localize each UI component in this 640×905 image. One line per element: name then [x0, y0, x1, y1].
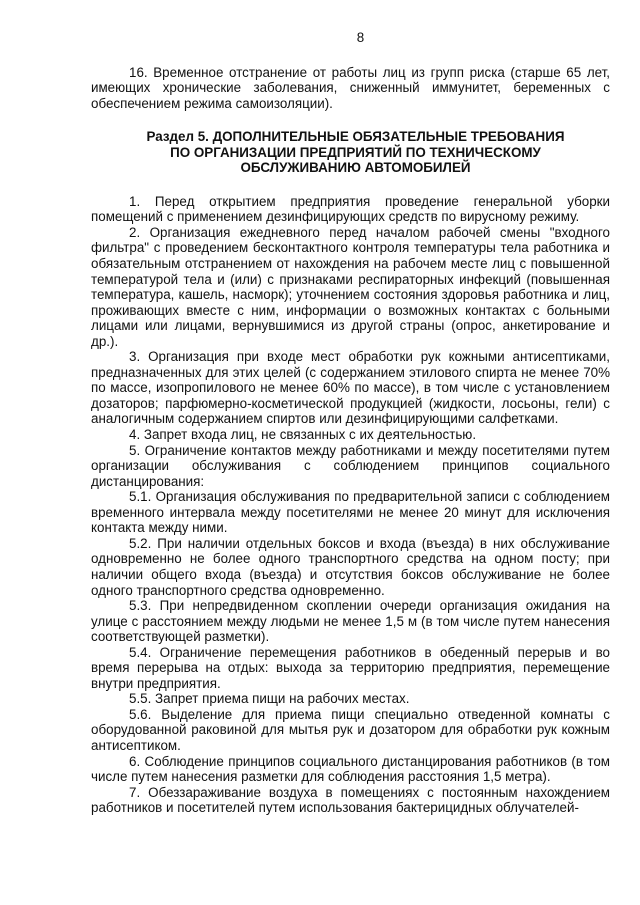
paragraph-5: 5. Ограничение контактов между работниками и между посетителями путем организации обслуживания с соблюдением принципов социального дистанцирования: [91, 442, 610, 489]
paragraph-7: 7. Обеззараживание воздуха в помещениях с постоянным нахождением работников и посетителей путем использования бактерицидных облучателей- [91, 784, 610, 816]
section-title-line: Раздел 5. ДОПОЛНИТЕЛЬНЫЕ ОБЯЗАТЕЛЬНЫЕ ТРЕБОВАНИЯ [146, 129, 565, 145]
paragraph-5-2: 5.2. При наличии отдельных боксов и входа (въезда) в них обслуживание одновременно не более одного транспортного средства на одном посту; при наличии общего входа (въезда) и отсутствия боксов обслуживание не более одного транспортного средства одновременно. [91, 535, 610, 598]
paragraph-5-6: 5.6. Выделение для приема пищи специально отведенной комнаты с оборудованной раковиной для мытья рук и дозатором для обработки рук кожным антисептиком. [91, 706, 610, 753]
paragraph-2: 2. Организация ежедневного перед началом рабочей смены "входного фильтра" с проведением бесконтактного контроля температуры тела работника и обязательным отстранением от нахождения на рабочем месте лиц с повышенной температурой тела и (или) с признаками респираторных инфекций (повышенная температура, кашель, насморк); уточнением состояния здоровья работника и лиц, проживающих вместе с ним, информации о возможных контактах с больными лицами или лицами, вернувшимися из другой страны (опрос, анкетирование и др.). [91, 224, 610, 349]
section-title-line: ПО ОРГАНИЗАЦИИ ПРЕДПРИЯТИЙ ПО ТЕХНИЧЕСКОМУ [170, 144, 541, 160]
section-title-line: ОБСЛУЖИВАНИЮ АВТОМОБИЛЕЙ [240, 160, 471, 176]
page-number: 8 [356, 30, 365, 45]
paragraph-16: 16. Временное отстранение от работы лиц из групп риска (старше 65 лет, имеющих хронические заболевания, сниженный иммунитет, беременных с обеспечением режима самоизоляции). [91, 64, 610, 111]
paragraph-6: 6. Соблюдение принципов социального дистанцирования работников (в том числе путем нанесения разметки для соблюдения расстояния 1,5 метра). [91, 753, 610, 785]
paragraph-5-1: 5.1. Организация обслуживания по предварительной записи с соблюдением временного интервала между посетителями не менее 20 минут для исключения контакта между ними. [91, 489, 610, 536]
paragraph-5-5: 5.5. Запрет приема пищи на рабочих местах. [129, 691, 410, 707]
paragraph-3: 3. Организация при входе мест обработки рук кожными антисептиками, предназначенных для этих целей (с содержанием этилового спирта не менее 70% по массе, изопропилового не менее 60% по массе), в том числе с установлением дозаторов; парфюмерно-косметической продукцией (жидкости, лосьоны, гели) с аналогичным содержанием спиртов или дезинфицирующими салфетками. [91, 349, 610, 427]
paragraph-4: 4. Запрет входа лиц, не связанных с их деятельностью. [129, 427, 477, 443]
paragraph-5-3: 5.3. При непредвиденном скоплении очереди организация ожидания на улице с расстоянием между людьми не менее 1,5 м (в том числе путем нанесения соответствующей разметки). [91, 598, 610, 645]
section-title [91, 129, 610, 176]
paragraph-1: 1. Перед открытием предприятия проведение генеральной уборки помещений с применением дезинфицирующих средств по вирусному режиму. [91, 193, 610, 225]
paragraph-5-4: 5.4. Ограничение перемещения работников в обеденный перерыв и во время перерыва на отдых: выхода за территорию предприятия, перемещение внутри предприятия. [91, 644, 610, 691]
